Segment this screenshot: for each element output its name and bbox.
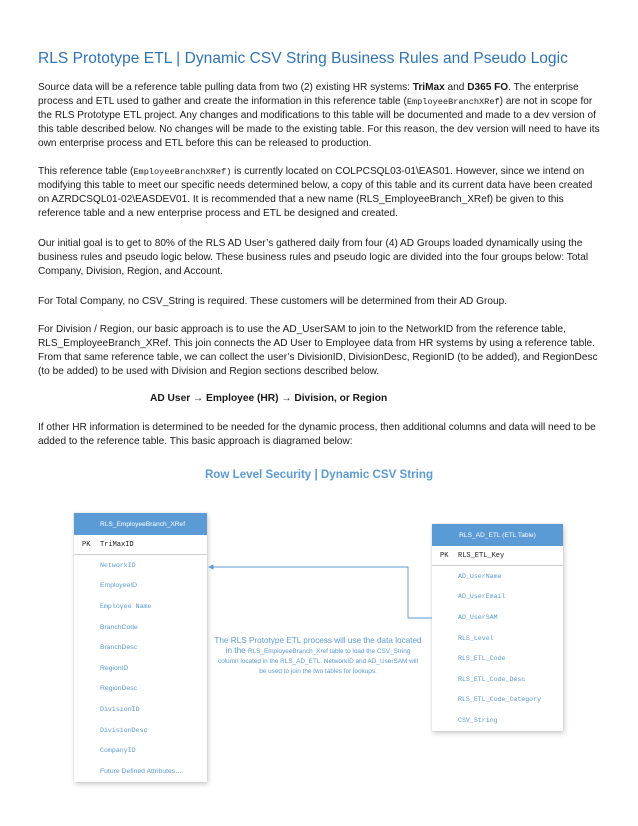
table-field: RegionID bbox=[100, 664, 129, 672]
table-field: NetworkID bbox=[100, 561, 136, 569]
text: Source data will be a reference table pulling data from two (2) existing HR systems: bbox=[38, 82, 413, 93]
table-field: DivisionID bbox=[100, 705, 140, 713]
note-line: RLS_EmployeeBranch_Xref table to load the CSV_String bbox=[247, 648, 411, 655]
diagram-note bbox=[214, 636, 422, 677]
table-header: RLS_EmployeeBranch_XRef bbox=[74, 513, 207, 535]
note-line: in the bbox=[225, 646, 248, 655]
pk-label: PK bbox=[82, 540, 91, 549]
table-field: AD_UserEmail bbox=[458, 593, 506, 601]
text: ) are not in scope for the RLS Prototype ETL project. Any changes and modifications to this table will be documented and made to a dev version of this table described below. No changes will be made to the existing table. For this reason, the dev version will need to have its own enterprise process and ETL before this can be released to production. bbox=[38, 96, 600, 149]
table-field: RLS_ETL_Code_Desc bbox=[458, 675, 526, 683]
note-line: The RLS Prototype ETL process will use the data located bbox=[214, 636, 422, 645]
text: and bbox=[444, 82, 468, 93]
text: For Total Company, no CSV_String is required. These customers will be determined from their AD Group. bbox=[38, 296, 508, 307]
text: This reference table ( bbox=[38, 166, 134, 177]
text: If other HR information is determined to be needed for the dynamic process, then additional columns and data will need to be added to the reference table. This basic approach is diagramed below: bbox=[38, 422, 596, 447]
table-field: CSV_String bbox=[458, 716, 498, 724]
table-field: Employee Name bbox=[100, 602, 152, 610]
table-field: BranchDesc bbox=[100, 644, 138, 652]
pk-field: RLS_ETL_Key bbox=[458, 551, 505, 560]
text: . The enterprise process and ETL used to gather and create the information in this reference table ( bbox=[38, 82, 579, 107]
pk-field: TriMaxID bbox=[100, 540, 134, 549]
pk-label: PK bbox=[440, 551, 449, 560]
code-table-name: EmployeeBranchXRef) bbox=[133, 167, 232, 177]
page-title: RLS Prototype ETL | Dynamic CSV String Business Rules and Pseudo Logic bbox=[38, 50, 568, 67]
table-field: AD_UserSAM bbox=[458, 613, 498, 621]
note-line: column located in the RLS_AD_ETL. NetworkID and AD_UserSAM will be used to join the two tables for lookups. bbox=[218, 658, 418, 675]
table-field: BranchCode bbox=[100, 623, 138, 631]
table-header: RLS_AD_ETL (ETL Table) bbox=[432, 524, 563, 546]
table-field: DivisionDesc bbox=[100, 726, 148, 734]
diagram-title: Row Level Security | Dynamic CSV String bbox=[204, 468, 434, 481]
table-field: RLS_ETL_Code bbox=[458, 655, 506, 663]
table-field: RLS_Level bbox=[458, 634, 494, 642]
table-field: RLS_ETL_Code_Category bbox=[458, 696, 542, 704]
text: is currently located on COLPCSQL03-01\EAS01. However, since we intend on modifying this table to meet our specific needs determined below, a copy of this table and its current data have been created on AZRDCSQL01-02\EASDEV01. It is recommended that a new name (RLS_EmployeeBranch_XRef) be given to this reference table and a new enterprise process and ETL be designed and created. bbox=[38, 166, 593, 219]
code-table-name: EmployeeBranchXRef bbox=[406, 97, 500, 107]
text: Our initial goal is to get to 80% of the RLS AD User’s gathered daily from four (4) AD Groups loaded dynamically using the business rules and pseudo logic below. These business rules and pseudo logic are divided into the four groups below: Total Company, Division, Region, and Account. bbox=[38, 238, 589, 277]
flow-statement: AD User → Employee (HR) → Division, or Region bbox=[150, 393, 388, 404]
table-field: AD_UserName bbox=[458, 572, 502, 580]
text-d365: D365 FO bbox=[467, 82, 509, 93]
text-trimax: TriMax bbox=[412, 82, 445, 93]
table-field: RegionDesc bbox=[100, 685, 138, 693]
table-field: Future Defined Attributes… bbox=[100, 767, 182, 775]
table-field: CompanyID bbox=[100, 747, 136, 755]
table-field: EmployeeID bbox=[100, 582, 138, 590]
join-arrow bbox=[209, 567, 432, 618]
text: For Division / Region, our basic approach is to use the AD_UserSAM to join to the NetworkID from the reference table, RLS_EmployeeBranch_XRef. This join connects the AD User to Employee data from HR systems by using a reference table. From that same reference table, we can collect the user’s DivisionID, DivisionDesc, RegionID (to be added), and RegionDesc (to be added) to be used with Division and Region sections described below. bbox=[38, 324, 598, 377]
